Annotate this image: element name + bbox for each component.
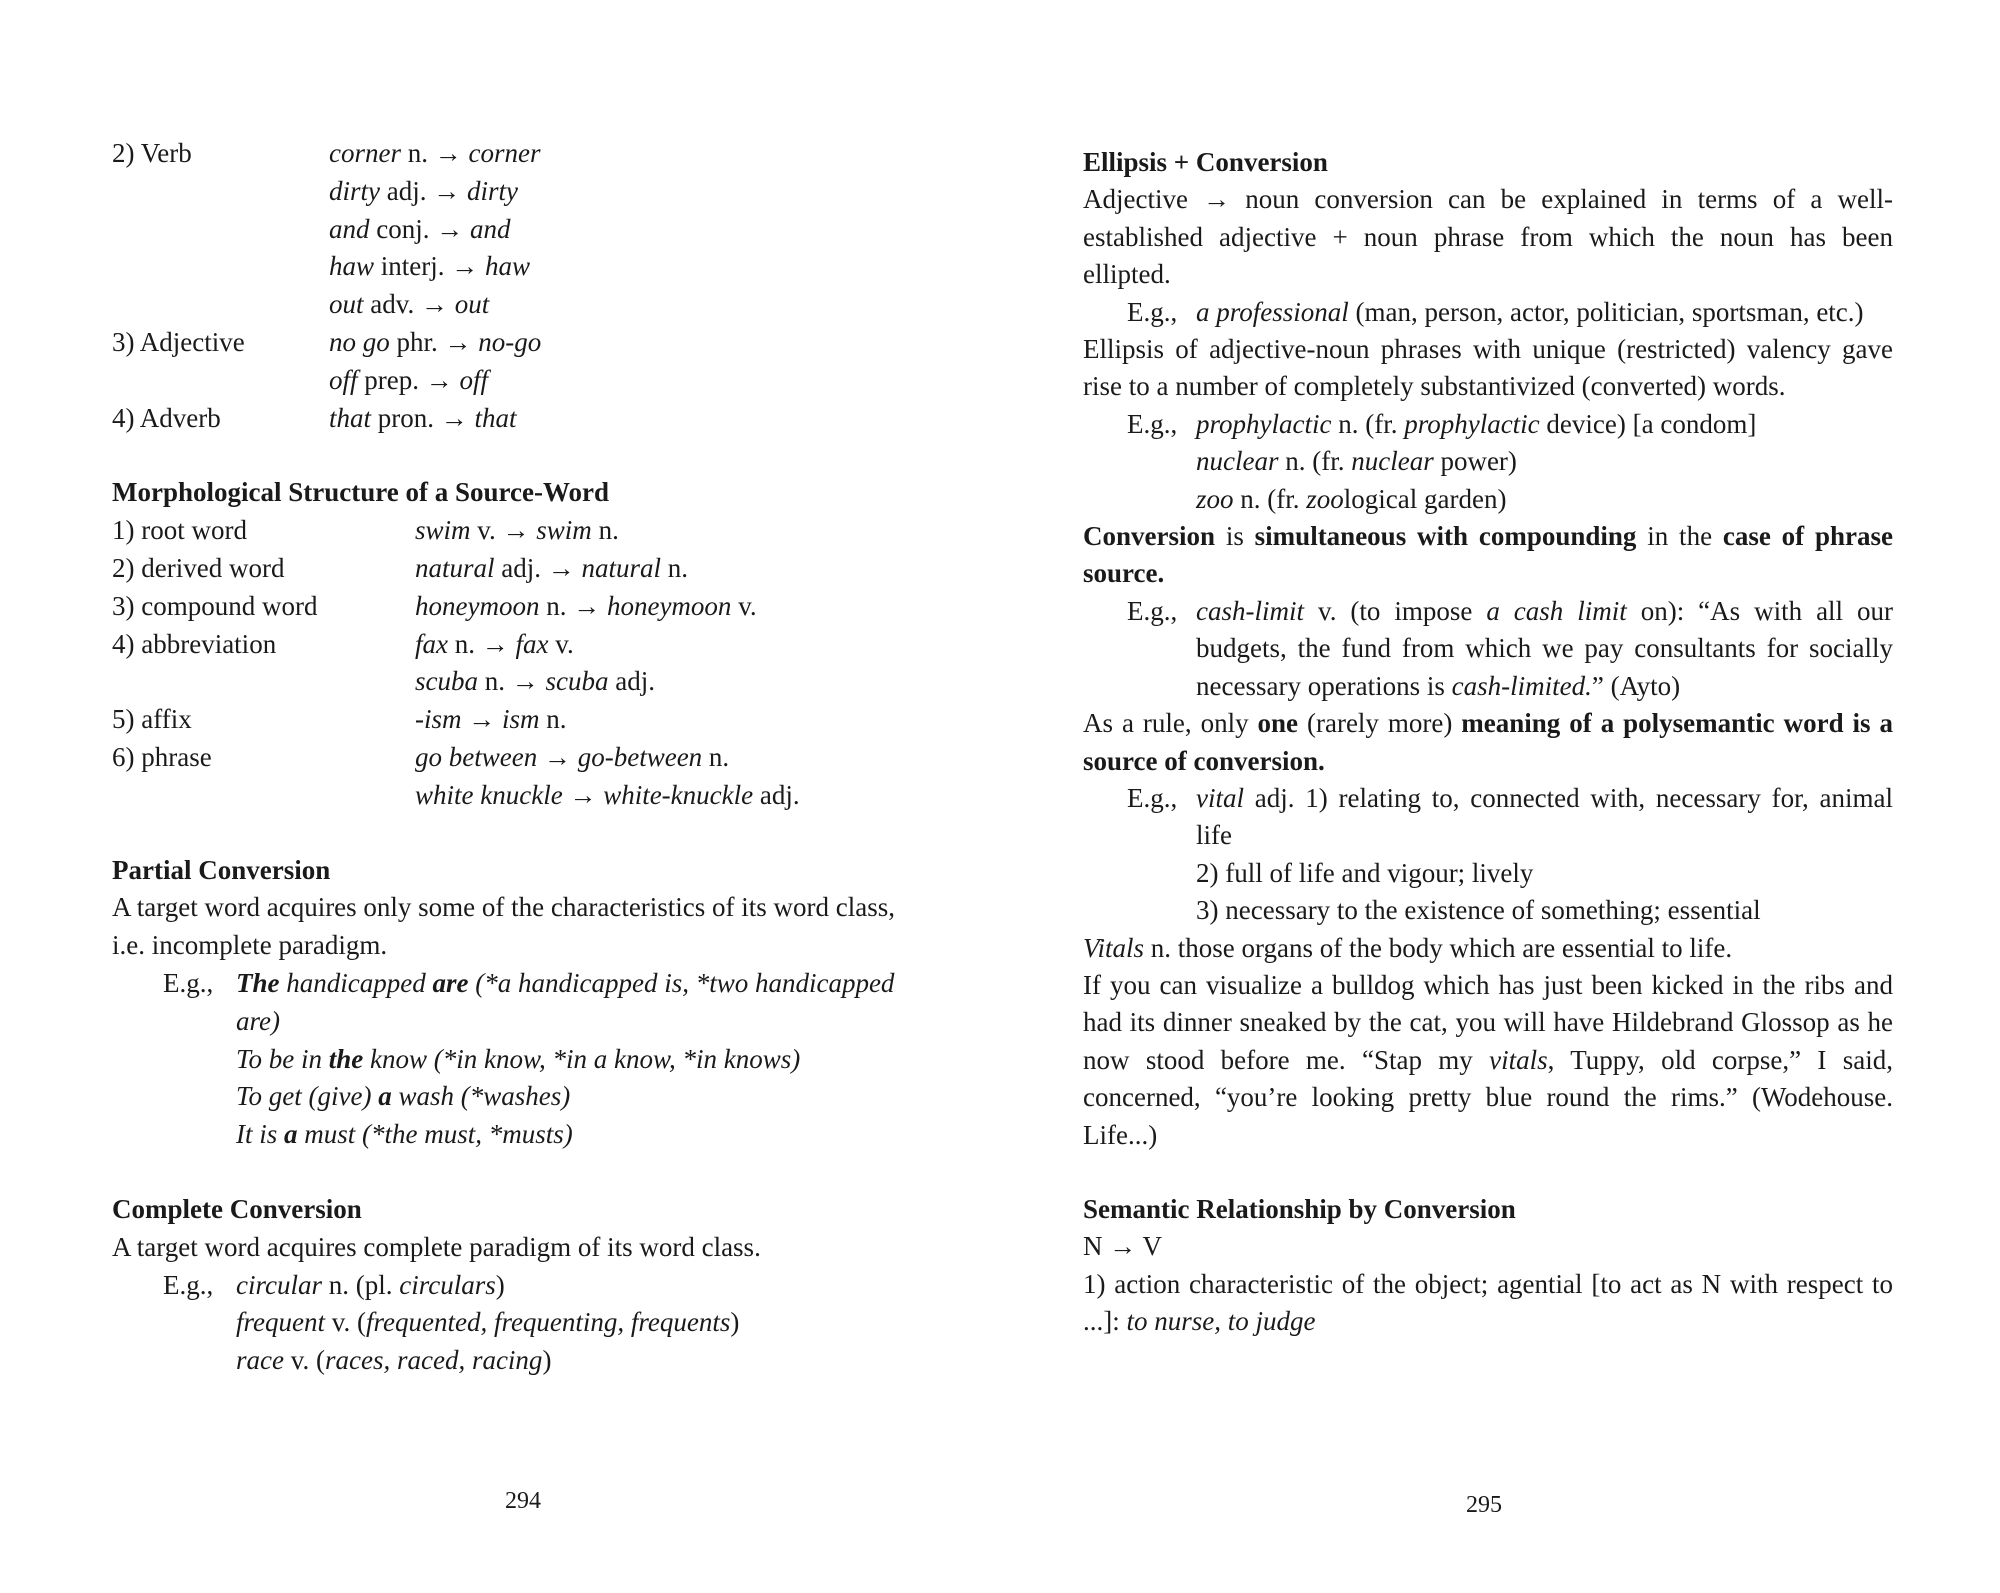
- example-continuation: [1083, 892, 1893, 929]
- left-page: [112, 135, 930, 1380]
- text-run: adj. 1) relating to, connected with, necessary for, animal life: [1196, 782, 1893, 851]
- row-label: 2) derived word: [112, 552, 285, 583]
- text-run: Complete Conversion: [112, 1193, 362, 1224]
- text-run: corner: [468, 138, 541, 168]
- text-run: simultaneous with compounding: [1254, 521, 1637, 552]
- text-run: i.e. incomplete paradigm.: [112, 930, 388, 961]
- text-run: n. →: [448, 628, 516, 659]
- text-run: adj. →: [380, 175, 467, 206]
- text-run: pron. →: [371, 402, 475, 433]
- example-block: [1083, 593, 1893, 705]
- text-run: honeymoon: [606, 590, 732, 621]
- text-run: 3) necessary to the existence of something; essential: [1196, 895, 1761, 926]
- text-run: out: [329, 289, 364, 320]
- row-example: [329, 324, 541, 362]
- text-run: ism: [502, 704, 540, 735]
- paragraph: [1083, 331, 1893, 406]
- text-run: (man, person, actor, politician, sportsman, etc.): [1348, 296, 1864, 327]
- row-example: [415, 550, 688, 588]
- table-row: [112, 588, 930, 626]
- text-run: , Tuppy, old corpse,” I said, concerned, “you’re looking pretty blue round the rims.” (Wodehouse. Life...): [1083, 1044, 1893, 1150]
- table-row: [112, 135, 930, 173]
- right-page: [1083, 144, 1893, 1341]
- example-block: [1083, 406, 1893, 443]
- example-table: [112, 135, 930, 437]
- text-run: cash-limited.: [1451, 670, 1592, 701]
- text-run: to nurse, to judge: [1126, 1306, 1316, 1337]
- text-run: Morphological Structure of a Source-Word: [112, 477, 609, 508]
- row-example: [415, 626, 574, 664]
- row-example: [415, 777, 800, 815]
- example-continuation: [112, 1342, 930, 1380]
- text-run: n.: [661, 552, 689, 583]
- text-run: The: [236, 967, 280, 998]
- text-run: honeymoon: [415, 590, 540, 621]
- table-row: [112, 739, 930, 777]
- text-run: frequented, frequenting, frequents: [365, 1307, 731, 1338]
- example-block: [1083, 294, 1893, 331]
- text-run: off: [329, 364, 358, 395]
- text-run: v.: [731, 590, 757, 621]
- text-run: n. (fr.: [1331, 408, 1405, 439]
- eg-label: E.g.,: [163, 1269, 214, 1300]
- text-run: prophylactic: [1404, 408, 1540, 439]
- text-run: →: [461, 704, 502, 735]
- row-example: [329, 135, 540, 173]
- text-run: zoo: [1306, 483, 1344, 514]
- text-run: N → V: [1083, 1231, 1163, 1262]
- example-continuation: [112, 1078, 930, 1116]
- text-run: conj. →: [369, 213, 470, 244]
- example-continuation: [112, 1116, 930, 1154]
- text-run: go between: [415, 741, 538, 772]
- text-run: n. those organs of the body which are essential to life.: [1144, 932, 1733, 963]
- text-run: -ism: [415, 704, 462, 735]
- example-continuation: [1083, 855, 1893, 892]
- text-run: a cash limit: [1486, 595, 1627, 626]
- text-run: ” (Ayto): [1591, 670, 1681, 701]
- paragraph: [112, 1229, 930, 1267]
- text-run: n. →: [478, 666, 546, 697]
- text-run: vital: [1196, 782, 1244, 813]
- row-label: 3) compound word: [112, 590, 318, 621]
- row-example: [329, 211, 511, 249]
- text-run: and: [470, 213, 511, 244]
- section-heading: [1083, 144, 1893, 181]
- table-row: [112, 324, 930, 362]
- example-continuation: [112, 1304, 930, 1342]
- example-continuation: [1083, 481, 1893, 518]
- text-run: n. →: [400, 138, 469, 168]
- text-run: power): [1433, 446, 1517, 477]
- row-example: [415, 512, 619, 550]
- text-run: scuba: [545, 666, 609, 697]
- text-run: handicapped: [279, 967, 433, 998]
- text-run: one: [1257, 708, 1299, 739]
- text-run: →: [537, 741, 578, 772]
- page-number-left: 294: [505, 1488, 541, 1514]
- text-run: A target word acquires complete paradigm of its word class.: [112, 1231, 761, 1262]
- text-run: haw: [485, 251, 531, 282]
- row-example: [415, 663, 655, 701]
- paragraph: [1083, 518, 1893, 593]
- row-label: 6) phrase: [112, 741, 212, 772]
- row-example: [329, 286, 489, 324]
- row-label: 3) Adjective: [112, 326, 245, 357]
- text-run: ): [730, 1307, 740, 1338]
- text-run: wash (*washes): [391, 1081, 571, 1112]
- row-label: 4) Adverb: [112, 402, 221, 433]
- row-example: [415, 588, 757, 626]
- text-run: Ellipsis + Conversion: [1083, 147, 1328, 177]
- text-run: logical garden): [1343, 483, 1507, 514]
- row-example: [329, 173, 518, 211]
- text-run: v. (: [324, 1307, 366, 1338]
- text-run: A target word acquires only some of the characteristics of its word class,: [112, 892, 896, 923]
- row-label: 5) affix: [112, 704, 192, 735]
- text-run: a: [378, 1081, 392, 1112]
- text-run: fax: [515, 628, 549, 659]
- paragraph: [112, 889, 930, 927]
- paragraph: [1083, 1228, 1893, 1265]
- text-run: natural: [415, 552, 495, 583]
- text-run: 1) action characteristic of the object; agential [to act as N with respect to ...]:: [1083, 1268, 1893, 1337]
- eg-label: E.g.,: [1127, 296, 1178, 327]
- text-run: no go: [329, 326, 390, 357]
- text-run: swim: [415, 515, 471, 546]
- text-run: frequent: [236, 1307, 325, 1338]
- text-run: →: [562, 779, 604, 810]
- text-run: the: [328, 1043, 364, 1074]
- example-continuation: [112, 1041, 930, 1079]
- text-run: natural: [581, 552, 662, 583]
- text-run: haw: [329, 251, 375, 282]
- table-row: [112, 400, 930, 438]
- text-run: Adjective → noun conversion can be explained in terms of a well-established adjective + noun phrase from which the noun has been ellipted.: [1083, 184, 1893, 290]
- example-block: [112, 1267, 930, 1305]
- table-row: [112, 701, 930, 739]
- text-run: that: [329, 402, 372, 433]
- eg-label: E.g.,: [163, 967, 214, 998]
- text-run: v. →: [470, 515, 537, 546]
- table-row: [112, 550, 930, 588]
- row-label: 4) abbreviation: [112, 628, 277, 659]
- text-run: Partial Conversion: [112, 854, 331, 885]
- text-run: ): [542, 1345, 552, 1376]
- section-heading: [112, 1191, 930, 1229]
- text-run: v.: [548, 628, 574, 659]
- row-example: [329, 362, 488, 400]
- text-run: dirty: [329, 175, 380, 206]
- text-run: (*a handicapped is, *two handicapped are): [236, 967, 895, 1036]
- text-run: meaning of a polysemantic word is a source of conversion.: [1083, 708, 1894, 776]
- page-number-right: 295: [1466, 1492, 1502, 1518]
- text-run: To be in: [236, 1043, 329, 1074]
- text-run: n. (fr.: [1233, 483, 1307, 514]
- text-run: fax: [415, 628, 448, 659]
- text-run: prep. →: [357, 364, 460, 395]
- text-run: a professional: [1196, 296, 1349, 327]
- text-run: phr. →: [389, 326, 479, 357]
- text-run: n. (pl.: [321, 1269, 400, 1300]
- text-run: Ellipsis of adjective-noun phrases with unique (restricted) valency gave rise to a number of completely substantivized (converted) words.: [1083, 334, 1893, 402]
- table-row: [112, 777, 930, 815]
- paragraph: [1083, 705, 1893, 780]
- text-run: v. (to impose: [1304, 595, 1487, 626]
- example-block: [1083, 780, 1893, 855]
- text-run: It is: [236, 1119, 285, 1150]
- text-run: white knuckle: [415, 779, 563, 810]
- paragraph: [1083, 181, 1893, 293]
- text-run: circular: [236, 1269, 322, 1300]
- text-run: circulars: [399, 1269, 496, 1300]
- text-run: a: [284, 1119, 298, 1150]
- row-label: 1) root word: [112, 515, 247, 546]
- table-row: [112, 663, 930, 701]
- text-run: out: [454, 289, 490, 320]
- text-run: nuclear: [1351, 446, 1434, 477]
- table-row: [112, 211, 930, 249]
- text-run: swim: [536, 515, 592, 546]
- table-row: [112, 248, 930, 286]
- text-run: are: [432, 967, 469, 998]
- text-run: corner: [329, 138, 401, 168]
- text-run: adj.: [753, 779, 800, 810]
- paragraph: [1083, 1266, 1893, 1341]
- table-row: [112, 286, 930, 324]
- table-row: [112, 626, 930, 664]
- text-run: is: [1215, 521, 1255, 552]
- text-run: no-go: [478, 326, 542, 357]
- row-label: 2) Verb: [112, 138, 192, 168]
- text-run: adj. →: [494, 552, 582, 583]
- row-example: [415, 701, 567, 739]
- text-run: As a rule, only: [1083, 708, 1258, 739]
- paragraph: [1083, 967, 1893, 1154]
- text-run: on): “As with all our budgets, the fund from which we pay consultants for socially necessary operations is: [1196, 595, 1894, 701]
- table-row: [112, 173, 930, 211]
- text-run: adv. →: [363, 289, 455, 320]
- text-run: go-between: [577, 741, 703, 772]
- text-run: device) [a condom]: [1539, 408, 1757, 439]
- text-run: Vitals: [1083, 932, 1145, 963]
- text-run: interj. →: [374, 251, 485, 282]
- section-heading: [112, 474, 930, 512]
- text-run: dirty: [467, 175, 518, 206]
- example-table: [112, 512, 930, 814]
- eg-label: E.g.,: [1127, 782, 1178, 813]
- text-run: ): [495, 1269, 505, 1300]
- text-run: off: [459, 364, 489, 395]
- text-run: in the: [1636, 521, 1723, 552]
- text-run: (rarely more): [1298, 708, 1462, 739]
- text-run: nuclear: [1196, 446, 1279, 477]
- text-run: n.: [702, 741, 730, 772]
- section-heading: [1083, 1191, 1893, 1228]
- text-run: Semantic Relationship by Conversion: [1083, 1193, 1516, 1224]
- text-run: scuba: [415, 666, 478, 697]
- table-row: [112, 512, 930, 550]
- example-block: [112, 965, 930, 1041]
- text-run: race: [236, 1345, 284, 1376]
- text-run: n. →: [539, 590, 607, 621]
- text-run: To get (give): [236, 1081, 379, 1112]
- text-run: prophylactic: [1196, 408, 1332, 439]
- row-example: [415, 739, 729, 777]
- text-run: n. (fr.: [1278, 446, 1352, 477]
- text-run: Conversion: [1083, 521, 1216, 552]
- text-run: v. (: [283, 1345, 325, 1376]
- text-run: must (*the must, *musts): [297, 1119, 573, 1150]
- eg-label: E.g.,: [1127, 408, 1178, 439]
- text-run: vitals: [1489, 1044, 1548, 1075]
- eg-label: E.g.,: [1127, 595, 1178, 626]
- paragraph: [1083, 930, 1893, 967]
- text-run: n.: [539, 704, 567, 735]
- row-example: [329, 248, 530, 286]
- text-run: n.: [591, 515, 619, 546]
- example-continuation: [1083, 443, 1893, 480]
- text-run: case of phrase source.: [1083, 521, 1893, 589]
- table-row: [112, 362, 930, 400]
- text-run: white-knuckle: [603, 779, 754, 810]
- text-run: zoo: [1196, 483, 1234, 514]
- row-example: [329, 400, 517, 438]
- text-run: that: [474, 402, 517, 433]
- text-run: If you can visualize a bulldog which has just been kicked in the ribs and had its dinner sneaked by the cat, you will have Hildebrand Glossop as he now stood before me. “Stap my: [1083, 969, 1893, 1075]
- text-run: races, raced, racing: [324, 1345, 543, 1376]
- text-run: know (*in know, *in a know, *in knows): [363, 1043, 801, 1074]
- paragraph: [112, 927, 930, 965]
- section-heading: [112, 852, 930, 890]
- text-run: 2) full of life and vigour; lively: [1196, 857, 1534, 888]
- text-run: adj.: [608, 666, 655, 697]
- text-run: and: [329, 213, 370, 244]
- text-run: cash-limit: [1196, 595, 1304, 626]
